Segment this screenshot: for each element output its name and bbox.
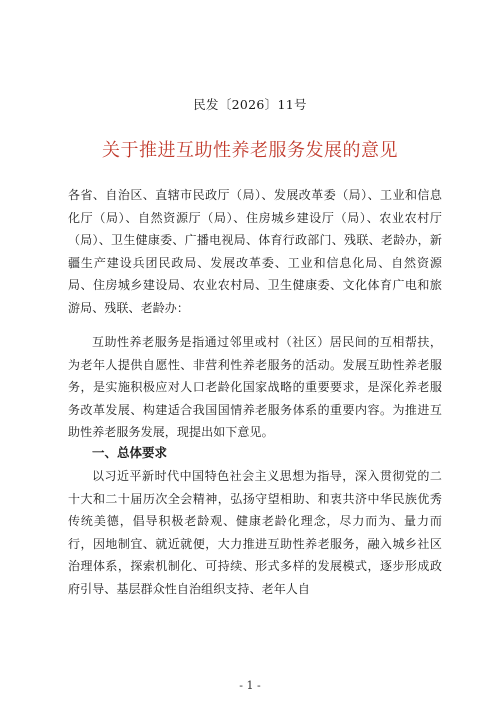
document-title: 关于推进互助性养老服务发展的意见 xyxy=(102,140,398,161)
section-heading-general-requirements: 一、总体要求 xyxy=(92,445,168,460)
document-number: 民发〔2026〕11号 xyxy=(193,97,307,112)
page-number: - 1 - xyxy=(239,679,261,692)
intro-paragraph: 互助性养老服务是指通过邻里或村（社区）居民间的互相帮扶，为老年人提供自愿性、非营利性养老服务的活动。发展互助性养老服务，是实施积极应对人口老龄化国家战略的重要要求，是深化养老服务改革发展、构建适合我国国情养老服务体系的重要内容。为推进互助性养老服务发展，现提出如下意见。 xyxy=(68,335,442,440)
recipients-paragraph: 各省、自治区、直辖市民政厅（局）、发展改革委（局）、工业和信息化厅（局）、自然资源厅（局）、住房城乡建设厅（局）、农业农村厅（局）、卫生健康委、广播电视局、体育行政部门、残联、老龄办，新疆生产建设兵团民政局、发展改革委、工业和信息化局、自然资源局、住房城乡建设局、农业农村局、卫生健康委、文化体育广电和旅游局、残联、老龄办： xyxy=(68,188,442,315)
general-requirements-paragraph: 以习近平新时代中国特色社会主义思想为指导，深入贯彻党的二十大和二十届历次全会精神，弘扬守望相助、和衷共济中华民族优秀传统美德，倡导积极老龄观、健康老龄化理念，尽力而为、量力而行，因地制宜、就近就便，大力推进互助性养老服务，融入城乡社区治理体系，探索机制化、可持续、形式多样的发展模式，逐步形成政府引导、基层群众性自治组织支持、老年人自 xyxy=(68,469,442,596)
